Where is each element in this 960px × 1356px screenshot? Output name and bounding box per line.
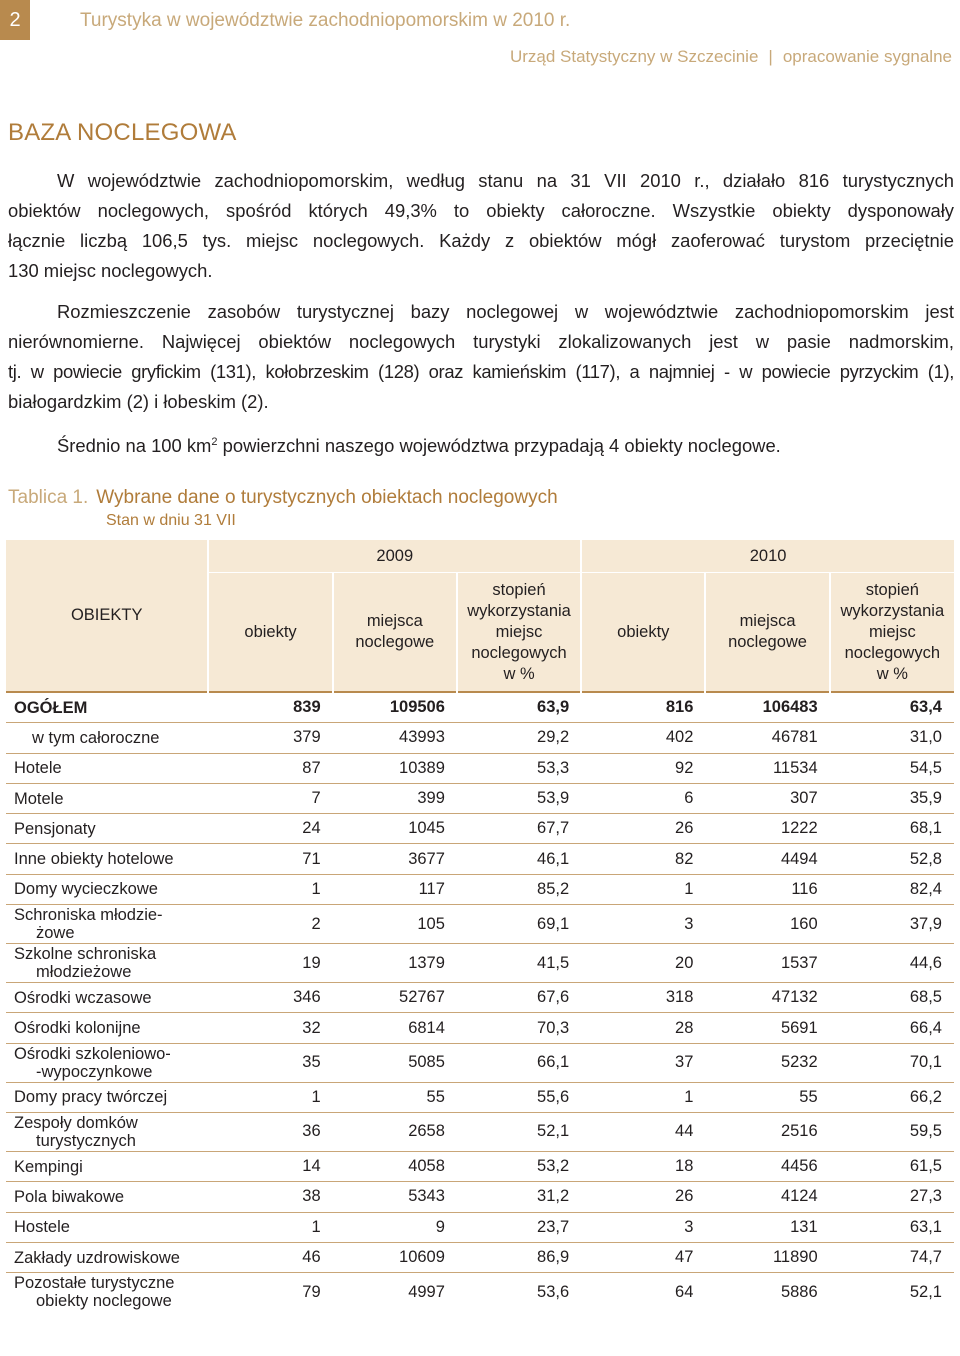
row-label: Domy pracy twórczej [6,1082,208,1112]
row-value: 3677 [333,844,457,874]
row-value: 318 [581,983,705,1013]
row-value: 7 [208,783,332,813]
row-value: 19 [208,944,332,983]
row-value: 67,7 [457,814,581,844]
row-value: 63,1 [830,1212,954,1242]
row-value: 307 [705,783,829,813]
row-value: 36 [208,1112,332,1151]
row-value: 2 [208,905,332,944]
row-value: 402 [581,723,705,753]
row-value: 53,3 [457,753,581,783]
table-row [6,983,954,1013]
table-caption [8,487,558,509]
row-value: 4494 [705,844,829,874]
row-value: 131 [705,1212,829,1242]
row-value: 52,8 [830,844,954,874]
row-value: 67,6 [457,983,581,1013]
row-value: 92 [581,753,705,783]
row-value: 28 [581,1013,705,1043]
column-header-miejsca: miejsca noclegowe [705,573,829,693]
row-value: 44,6 [830,944,954,983]
table-subtitle: Stan w dniu 31 VII [106,512,236,529]
row-value: 10609 [333,1242,457,1272]
row-value: 55 [333,1082,457,1112]
row-label: Pola biwakowe [6,1182,208,1212]
row-label: Zakłady uzdrowiskowe [6,1242,208,1272]
row-value: 4997 [408,1282,445,1301]
row-label: Hostele [6,1212,208,1242]
row-value: 1 [581,874,705,904]
row-value: 82,4 [830,874,954,904]
density-text-rest: powierzchni naszego województwa przypadają 4 obiekty noclegowe. [217,435,781,456]
row-value: 31,0 [830,723,954,753]
column-header-miejsca: miejsca noclegowe [333,573,457,693]
table-row [6,723,954,753]
column-header-stopien: stopień wykorzystania miejsc noclegowych w % [830,573,954,693]
paragraph-line: łącznie liczbą 106,5 tys. miejsc noclegowych. Każdy z obiektów mógł zaoferować turystom przeciętnie [8,230,954,251]
row-value: 37,9 [830,905,954,944]
row-value: 37 [581,1043,705,1082]
row-value: 55,6 [457,1082,581,1112]
row-value: 5085 [333,1043,457,1082]
column-header-obiekty: obiekty [208,573,332,693]
row-value: 4124 [705,1182,829,1212]
table-row [6,1013,954,1043]
row-value: 27,3 [830,1182,954,1212]
column-header-obiekty: obiekty [581,573,705,693]
row-value: 18 [581,1151,705,1181]
row-value: 79 [302,1282,321,1301]
row-value: 86,9 [457,1242,581,1272]
row-value: 379 [208,723,332,753]
table-title: Wybrane dane o turystycznych obiektach noclegowych [96,487,558,508]
row-value: 4456 [705,1151,829,1181]
table-row [6,1273,954,1312]
table-row [6,1151,954,1181]
row-value: 35,9 [830,783,954,813]
row-value: 1537 [705,944,829,983]
row-value: 53,9 [457,783,581,813]
row-value: 116 [705,874,829,904]
row-value: 10389 [333,753,457,783]
table-row [6,944,954,983]
table-row [6,1043,954,1082]
row-value: 55 [705,1082,829,1112]
row-label: w tym całoroczne [6,723,208,753]
row-value: 1 [208,874,332,904]
paragraph-line: Rozmieszczenie zasobów turystycznej bazy noclegowej w województwie zachodniopomorskim jest [57,301,954,322]
row-value: 63,4 [830,692,954,723]
row-value: 71 [208,844,332,874]
table-label: Tablica 1. [8,487,89,508]
row-value: 53,2 [457,1151,581,1181]
column-header-year-2009: 2009 [208,540,581,573]
publication-title: Turystyka w województwie zachodniopomorskim w 2010 r. [80,10,571,31]
row-value: 9 [333,1212,457,1242]
paragraph-line: W województwie zachodniopomorskim, według stanu na 31 VII 2010 r., działało 816 turystycznych [57,170,954,191]
row-value: 1379 [333,944,457,983]
density-text: Średnio na 100 km [57,435,212,456]
row-value: 5232 [705,1043,829,1082]
row-value: 61,5 [830,1151,954,1181]
row-value: 1 [208,1082,332,1112]
paragraph-line: obiektów noclegowych, spośród których 49,3% to obiekty całoroczne. Wszystkie obiekty dysponowały [8,200,954,221]
row-value: 11534 [705,753,829,783]
row-value: 35 [208,1043,332,1082]
row-label: Inne obiekty hotelowe [6,844,208,874]
table-row [6,783,954,813]
row-value: 117 [333,874,457,904]
table-row [6,905,954,944]
row-value: 64 [675,1282,694,1301]
row-value: 26 [581,1182,705,1212]
paragraph-summary [8,166,954,286]
row-value: 44 [581,1112,705,1151]
row-value: 29,2 [457,723,581,753]
section-title: BAZA NOCLEGOWA [8,119,237,146]
row-label: Pozostałe turystyczne obiekty noclegowe [14,1274,175,1311]
paragraph-distribution [8,297,954,417]
row-value: 66,1 [457,1043,581,1082]
row-value: 52767 [333,983,457,1013]
row-value: 2658 [333,1112,457,1151]
row-value: 85,2 [457,874,581,904]
row-label: Kempingi [6,1151,208,1181]
row-value: 66,2 [830,1082,954,1112]
row-value: 346 [208,983,332,1013]
row-value: 1222 [705,814,829,844]
row-value: 5691 [705,1013,829,1043]
row-label: Motele [6,783,208,813]
row-value: 54,5 [830,753,954,783]
table-row [6,1112,954,1151]
row-value: 20 [581,944,705,983]
row-value: 5886 [780,1282,818,1301]
publication-subheader [510,47,952,67]
row-value: 87 [208,753,332,783]
column-header-year-2010: 2010 [581,540,954,573]
row-value: 816 [581,692,705,723]
density-superscript: 2 [211,436,218,448]
row-value: 47 [581,1242,705,1272]
row-value: 70,1 [830,1043,954,1082]
table-row [6,844,954,874]
row-value: 1045 [333,814,457,844]
table-row [6,1212,954,1242]
page-header [0,0,960,90]
row-value: 5343 [333,1182,457,1212]
row-value: 68,5 [830,983,954,1013]
row-label: OGÓŁEM [6,692,208,723]
row-value: 26 [581,814,705,844]
row-value: 109506 [333,692,457,723]
row-value: 839 [208,692,332,723]
paragraph-line: 130 miejsc noclegowych. [8,260,213,281]
row-value: 4058 [333,1151,457,1181]
row-label: Pensjonaty [6,814,208,844]
row-label: Szkolne schroniska młodzieżowe [6,944,208,983]
paragraph-line: tj. w powiecie gryfickim (131), kołobrzeskim (128) oraz kamieńskim (117), a najmniej - w powiecie pyrzyckim (1), [8,361,954,382]
row-value: 6814 [333,1013,457,1043]
header-separator: | [768,47,773,66]
row-value: 74,7 [830,1242,954,1272]
row-value: 46,1 [457,844,581,874]
row-value: 52,1 [457,1112,581,1151]
row-label: Ośrodki wczasowe [6,983,208,1013]
row-label: Domy wycieczkowe [6,874,208,904]
row-value: 52,1 [909,1282,942,1301]
row-value: 106483 [705,692,829,723]
paragraph-line: białogardzkim (2) i łobeskim (2). [8,391,269,412]
row-value: 32 [208,1013,332,1043]
row-value: 24 [208,814,332,844]
column-header-stopien: stopień wykorzystania miejsc noclegowych w % [457,573,581,693]
row-value: 23,7 [457,1212,581,1242]
table-row [6,1082,954,1112]
row-value: 63,9 [457,692,581,723]
row-value: 2516 [705,1112,829,1151]
row-value: 46781 [705,723,829,753]
table-row [6,692,954,723]
row-value: 160 [705,905,829,944]
row-value: 1 [208,1212,332,1242]
row-value: 399 [333,783,457,813]
row-value: 3 [581,905,705,944]
paragraph-line: nierównomierne. Najwięcej obiektów noclegowych turystyki zlokalizowanych jest w pasie nadmorskim, [8,331,954,352]
document-type: opracowanie sygnalne [782,47,952,66]
row-value: 43993 [333,723,457,753]
table-row [6,874,954,904]
row-value: 53,6 [537,1282,570,1301]
row-value: 41,5 [457,944,581,983]
row-value: 66,4 [830,1013,954,1043]
table-row [6,753,954,783]
row-value: 1 [581,1082,705,1112]
column-header-objects: OBIEKTY [6,540,208,692]
row-value: 14 [208,1151,332,1181]
row-value: 47132 [705,983,829,1013]
paragraph-density [57,427,957,461]
row-value: 68,1 [830,814,954,844]
row-value: 82 [581,844,705,874]
row-value: 70,3 [457,1013,581,1043]
row-value: 59,5 [830,1112,954,1151]
table-row [6,814,954,844]
row-label: Zespoły domków turystycznych [6,1112,208,1151]
row-value: 46 [208,1242,332,1272]
row-label: Ośrodki kolonijne [6,1013,208,1043]
page-number: 2 [0,0,30,40]
row-value: 11890 [705,1242,829,1272]
row-label: Hotele [6,753,208,783]
row-value: 105 [333,905,457,944]
row-value: 38 [208,1182,332,1212]
row-value: 31,2 [457,1182,581,1212]
row-label: Ośrodki szkoleniowo- -wypoczynkowe [6,1043,208,1082]
row-value: 3 [581,1212,705,1242]
table-row [6,1242,954,1272]
row-label: Schroniska młodzie- żowe [6,905,208,944]
accommodation-table [6,540,954,1311]
row-value: 6 [581,783,705,813]
publisher-name: Urząd Statystyczny w Szczecinie [509,47,759,66]
table-row [6,1182,954,1212]
row-value: 69,1 [457,905,581,944]
